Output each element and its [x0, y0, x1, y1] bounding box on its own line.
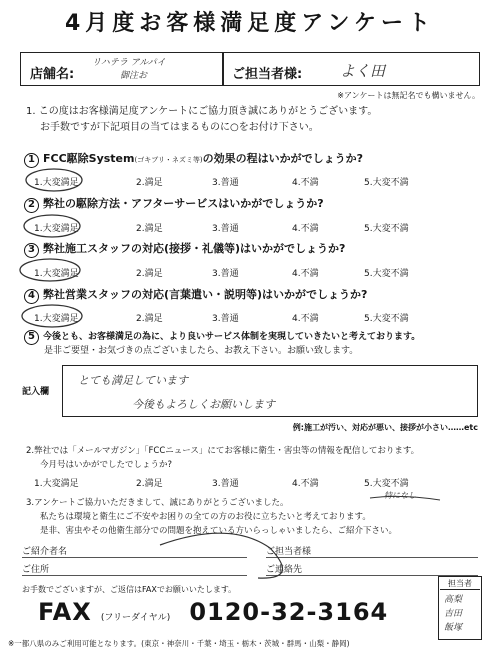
stamp-name-3: 飯塚 — [444, 623, 463, 633]
anonymous-note: ※アンケートは無記名でも構いません。 — [337, 91, 480, 100]
s2-option-1[interactable]: 1.大変満足 — [34, 479, 79, 489]
store-value-line1[interactable]: リハテラ アルパイ — [92, 58, 166, 68]
q4-option-1[interactable]: 1.大変満足 — [34, 314, 79, 324]
question-4-number: 4 — [24, 289, 39, 304]
q2-option-5[interactable]: 5.大変不満 — [364, 224, 409, 234]
q1-option-3[interactable]: 3.普通 — [212, 178, 239, 188]
footer-bottom-note: ※一都八県のみご利用可能となります。(東京・神奈川・千葉・埼玉・栃木・茨城・群馬・山梨・静岡) — [8, 639, 350, 648]
referral-strike-stroke — [160, 533, 283, 578]
q2-option-2[interactable]: 2.満足 — [136, 224, 163, 234]
question-3-number: 3 — [24, 243, 39, 258]
referral-address-label: ご住所 — [22, 565, 50, 575]
q4-option-5[interactable]: 5.大変不満 — [364, 314, 409, 324]
s2-option-2[interactable]: 2.満足 — [136, 479, 163, 489]
question-1-text-main: FCC駆除System — [43, 152, 135, 165]
q2-answer-circle — [24, 215, 80, 237]
question-5-line1: 今後とも、お客様満足の為に、より良いサービス体制を実現していきたいと考えております。 — [43, 332, 421, 342]
section-3-hand-note: 特になし — [384, 491, 416, 500]
question-2-text: 弊社の駆除方法・アフターサービスはいかがでしょうか? — [43, 197, 324, 210]
q3-option-1[interactable]: 1.大変満足 — [34, 269, 79, 279]
comment-example: 例:施工が汚い、対応が悪い、接拶が小さい……etc — [292, 423, 478, 432]
q3-answer-circle — [20, 259, 80, 281]
staff-value[interactable]: よく田 — [340, 62, 386, 80]
intro-num: 1. — [26, 106, 36, 117]
s2-option-4[interactable]: 4.不満 — [292, 479, 319, 489]
stamp-label: 担当者 — [440, 578, 480, 590]
question-3-text: 弊社施工スタッフの対応(接拶・礼儀等)はいかがでしょうか? — [43, 242, 346, 255]
s2-option-5[interactable]: 5.大変不満 — [364, 479, 409, 489]
intro-line2: お手数ですが下記項目の当てはまるものに○をお付け下さい。 — [40, 122, 319, 133]
section-2-num: 2. — [26, 446, 35, 456]
staff-label: ご担当者様: — [232, 67, 303, 82]
section-3-hand-arrow — [370, 496, 440, 500]
store-value-line2[interactable]: 御注お — [120, 71, 148, 81]
q2-option-1[interactable]: 1.大変満足 — [34, 224, 79, 234]
question-1-text-end: の効果の程はいかがでしょうか? — [202, 152, 364, 165]
q1-answer-circle — [26, 169, 82, 191]
comment-hand-line1: とても満足しています — [78, 374, 188, 387]
section-3-line3: 是非、害虫やその他衛生部分での問題を抱えている方いらっしゃいましたら、ご紹介下さい。 — [40, 526, 398, 536]
section-2-line1: 弊社では「メールマガジン」「FCCニュース」にてお客様に衛生・害虫等の情報を配信しております。 — [34, 446, 420, 456]
question-1-text-small: (ゴキブリ・ネズミ等) — [134, 156, 203, 164]
footer-note: お手数でございますが、ご返信はFAXでお願いいたします。 — [22, 585, 237, 594]
q1-option-2[interactable]: 2.満足 — [136, 178, 163, 188]
stamp-name-2: 吉田 — [444, 609, 463, 619]
q3-option-5[interactable]: 5.大変不満 — [364, 269, 409, 279]
referral-name-label: ご紹介者名 — [22, 547, 68, 557]
q4-option-4[interactable]: 4.不満 — [292, 314, 319, 324]
section-3-num: 3. — [26, 498, 35, 508]
q2-option-4[interactable]: 4.不満 — [292, 224, 319, 234]
page-title: 4月度お客様満足度アンケート — [65, 11, 435, 36]
question-5-number: 5 — [24, 330, 39, 345]
q3-option-3[interactable]: 3.普通 — [212, 269, 239, 279]
intro-line1: この度はお客様満足度アンケートにご協力頂き誠にありがとうございます。 — [38, 106, 378, 117]
s2-option-3[interactable]: 3.普通 — [212, 479, 239, 489]
referral-phone-label: ご連絡先 — [266, 565, 303, 575]
q4-answer-circle — [22, 305, 82, 327]
comment-label: 記入欄 — [22, 387, 50, 397]
q4-option-2[interactable]: 2.満足 — [136, 314, 163, 324]
referral-staff-label: ご担当者様 — [266, 547, 312, 557]
q4-option-3[interactable]: 3.普通 — [212, 314, 239, 324]
q1-option-1[interactable]: 1.大変満足 — [34, 178, 79, 188]
q1-option-4[interactable]: 4.不満 — [292, 178, 319, 188]
comment-hand-line2: 今後もよろしくお願いします — [132, 398, 275, 411]
section-3-line2: 私たちは環境と衛生にご不安やお困りの全ての方のお役に立ちたいと考えております。 — [40, 512, 371, 522]
q2-option-3[interactable]: 3.普通 — [212, 224, 239, 234]
question-4-text: 弊社営業スタッフの対応(言葉遣い・説明等)はいかがでしょうか? — [43, 288, 368, 301]
store-label: 店舗名: — [30, 67, 75, 82]
fax-label: FAX — [38, 598, 92, 626]
fax-number[interactable]: 0120-32-3164 — [189, 598, 389, 626]
section-2-line2: 今月号はいかがでしたでしょうか? — [40, 460, 173, 470]
fax-sub: (フリーダイヤル) — [100, 613, 171, 623]
section-3-line1: アンケートご協力いただきまして、誠にありがとうございました。 — [34, 498, 289, 508]
stamp-name-1: 高梨 — [444, 595, 463, 605]
question-1-number: 1 — [24, 153, 39, 168]
q3-option-4[interactable]: 4.不満 — [292, 269, 319, 279]
q3-option-2[interactable]: 2.満足 — [136, 269, 163, 279]
question-2-number: 2 — [24, 198, 39, 213]
q1-option-5[interactable]: 5.大変不満 — [364, 178, 409, 188]
question-5-line2: 是非ご要望・お気づきの点ございましたら、お教え下さい。お願い致します。 — [44, 346, 359, 356]
